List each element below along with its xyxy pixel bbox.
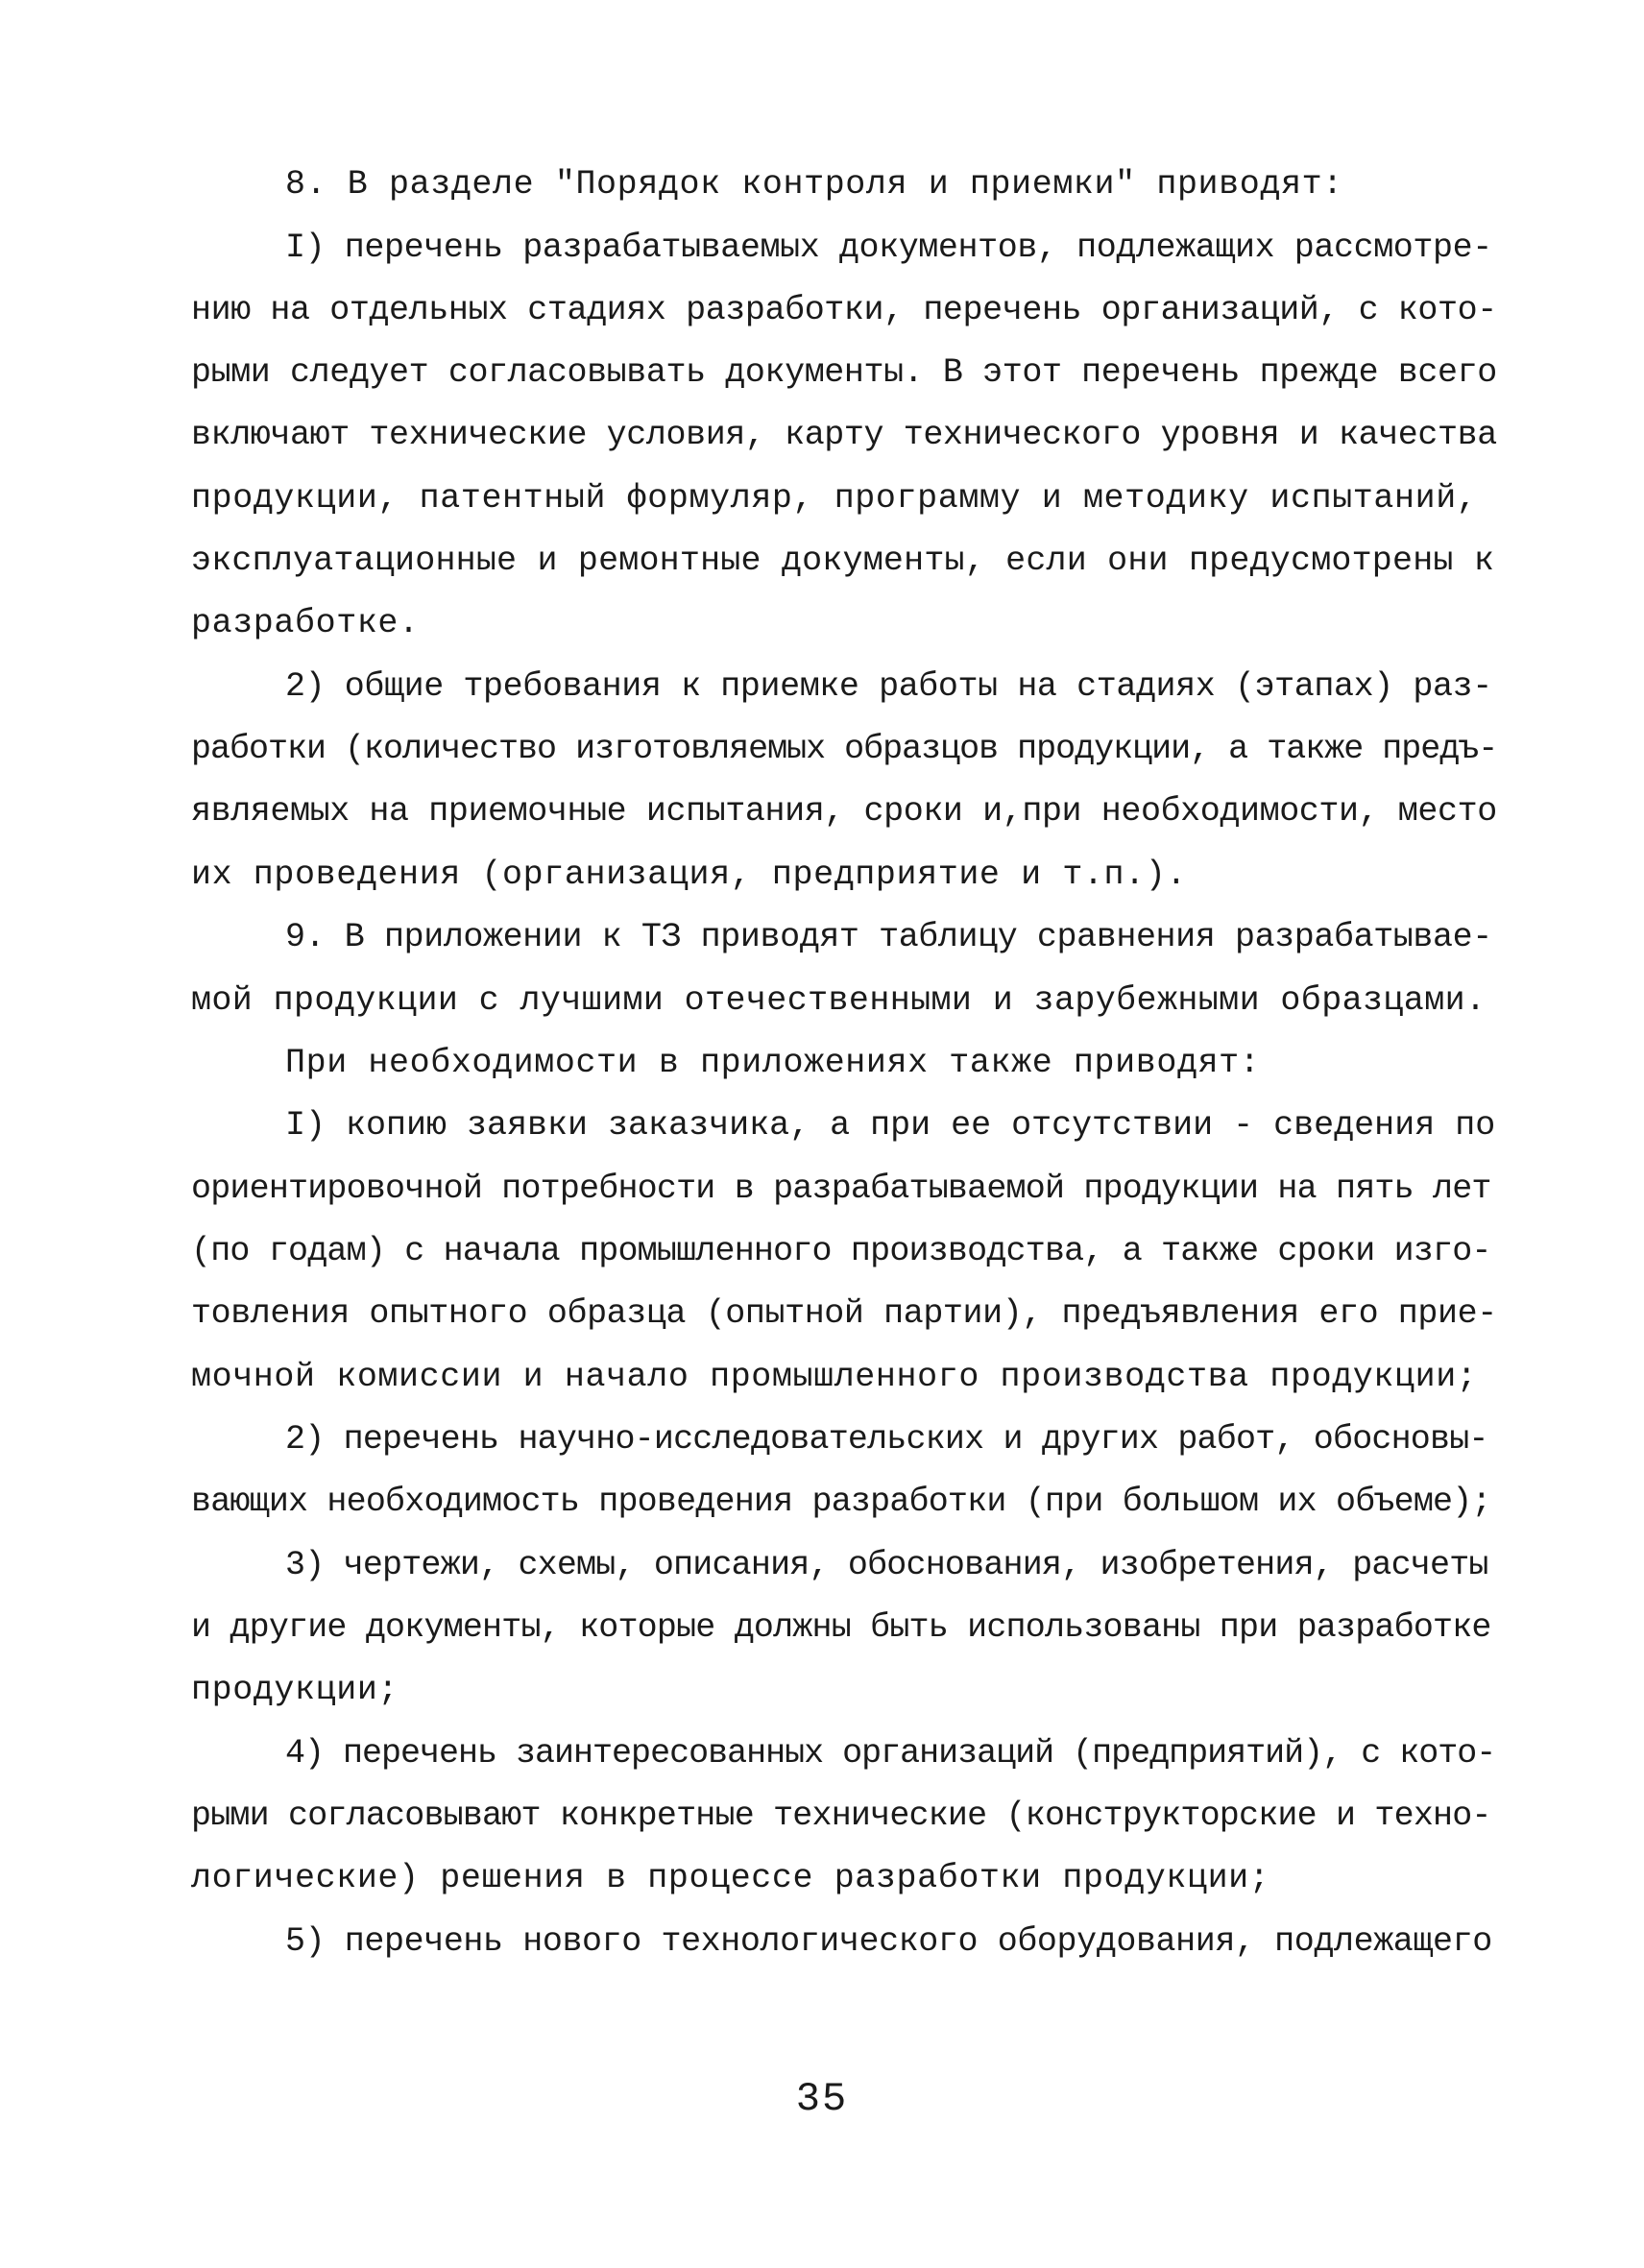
text-line: их проведения (организация, предприятие и т.п.). <box>191 856 1187 894</box>
text-line: 4) перечень заинтересованных организаций (предприятий), с кото- <box>285 1734 1496 1773</box>
text-line: рыми согласовывают конкретные технические (конструкторские и техно- <box>191 1797 1491 1835</box>
text-line: I) перечень разрабатываемых документов, подлежащих рассмотре- <box>285 229 1492 267</box>
text-line-section-8-heading: 8. В разделе "Порядок контроля и приемки" приводят: <box>285 165 1343 204</box>
text-line: продукции; <box>191 1671 399 1709</box>
text-line: и другие документы, которые должны быть использованы при разработке <box>191 1608 1491 1647</box>
text-line: разработке. <box>191 604 420 642</box>
text-line: включают технические условия, карту технического уровня и качества <box>191 416 1497 454</box>
text-line: рыми следует согласовывать документы. В этот перечень прежде всего <box>191 353 1497 392</box>
text-line: вающих необходимость проведения разработки (при большом их объеме); <box>191 1483 1491 1521</box>
text-line: 2) общие требования к приемке работы на стадиях (этапах) раз- <box>285 667 1492 706</box>
text-line: эксплуатационные и ремонтные документы, если они предусмотрены к <box>191 542 1495 580</box>
text-line: нию на отдельных стадиях разработки, перечень организаций, с кото- <box>191 291 1497 329</box>
text-line: ориентировочной потребности в разрабатываемой продукции на пять лет <box>191 1170 1491 1208</box>
text-line: работки (количество изготовляемых образцов продукции, а также предъ- <box>191 730 1498 768</box>
text-line: 2) перечень научно-исследовательских и других работ, обосновы- <box>285 1420 1488 1459</box>
text-line: товления опытного образца (опытной партии), предъявления его прие- <box>191 1294 1497 1333</box>
text-line: мочной комиссии и начало промышленного производства продукции; <box>191 1358 1478 1396</box>
text-line-section-9-heading: 9. В приложении к ТЗ приводят таблицу сравнения разрабатывае- <box>285 918 1492 956</box>
text-line: При необходимости в приложениях также приводят: <box>285 1044 1261 1082</box>
text-line: являемых на приемочные испытания, сроки и,при необходимости, место <box>191 792 1497 831</box>
text-line: логические) решения в процессе разработки продукции; <box>191 1859 1270 1897</box>
text-line: I) копию заявки заказчика, а при ее отсутствии - сведения по <box>285 1106 1496 1145</box>
text-line: 3) чертежи, схемы, описания, обоснования, изобретения, расчеты <box>285 1546 1488 1584</box>
text-line: (по годам) с начала промышленного производства, а также сроки изго- <box>191 1232 1491 1270</box>
text-line: продукции, патентный формуляр, программу и методику испытаний, <box>191 479 1478 518</box>
page-number: 35 <box>795 2076 849 2122</box>
text-line: мой продукции с лучшими отечественными и зарубежными образцами. <box>191 981 1487 1020</box>
text-line: 5) перечень нового технологического оборудования, подлежащего <box>285 1922 1492 1961</box>
